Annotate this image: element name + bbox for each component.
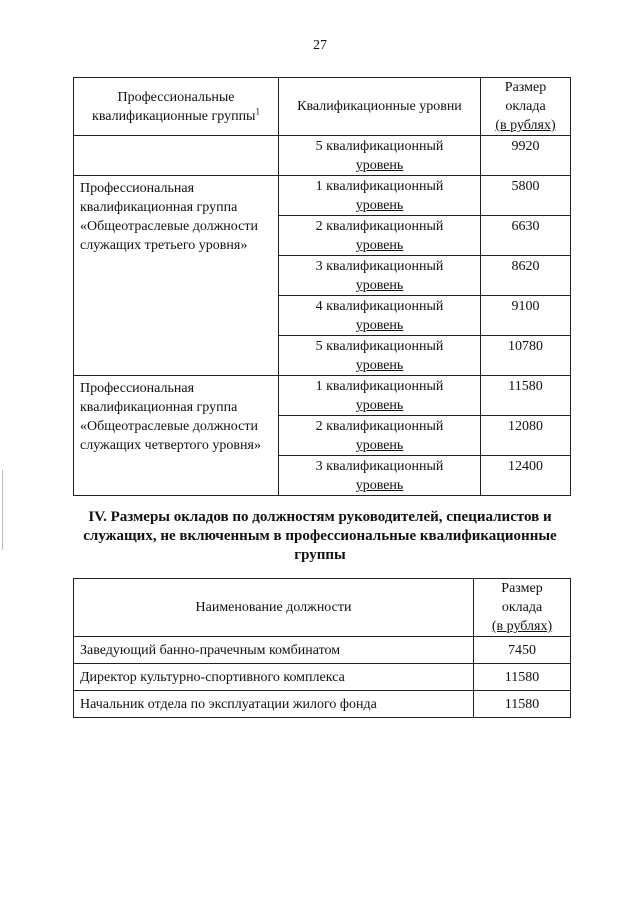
- amount-cell: 5800: [481, 176, 571, 216]
- table-row: [74, 664, 571, 691]
- table-row: [74, 691, 571, 718]
- footnote-marker: 1: [255, 105, 260, 116]
- amount-cell: 11580: [481, 376, 571, 416]
- page-number: 27: [313, 38, 327, 53]
- amount-cell: 12080: [481, 416, 571, 456]
- position-name-cell: Начальник отдела по эксплуатации жилого фонда: [74, 691, 474, 718]
- section-heading: IV. Размеры окладов по должностям руководителей, специалистов и служащих, не включенным в профессиональные квалификационные группы: [83, 509, 557, 563]
- amount-cell: 12400: [481, 456, 571, 496]
- salary-table-positions: [73, 578, 571, 718]
- level-cell: 3 квалификационный уровень: [279, 456, 481, 496]
- header-salary: Размер оклада (в рублях): [481, 78, 571, 136]
- position-name-cell: Директор культурно-спортивного комплекса: [74, 664, 474, 691]
- scan-edge-line: [2, 470, 3, 550]
- level-cell: 2 квалификационный уровень: [279, 416, 481, 456]
- amount-cell: 6630: [481, 216, 571, 256]
- level-cell: 5 квалификационный уровень: [279, 336, 481, 376]
- header-position-name: Наименование должности: [74, 579, 474, 637]
- level-cell: 5 квалификационный уровень: [279, 136, 481, 176]
- level-cell: 4 квалификационный уровень: [279, 296, 481, 336]
- table-row: [74, 376, 571, 416]
- group-cell: Профессиональная квалификационная группа «Общеотраслевые должности служащих третьего уровня»: [74, 176, 279, 376]
- header-level: Квалификационные уровни: [279, 78, 481, 136]
- salary-table-qualification-groups: [73, 77, 571, 496]
- amount-cell: 9100: [481, 296, 571, 336]
- table-row: [74, 136, 571, 176]
- table-row: [74, 176, 571, 216]
- amount-cell: 8620: [481, 256, 571, 296]
- position-name-cell: Заведующий банно-прачечным комбинатом: [74, 637, 474, 664]
- level-cell: 1 квалификационный уровень: [279, 176, 481, 216]
- amount-cell: 11580: [474, 664, 571, 691]
- table-header-row: [74, 579, 571, 637]
- table-header-row: [74, 78, 571, 136]
- amount-cell: 7450: [474, 637, 571, 664]
- amount-cell: 10780: [481, 336, 571, 376]
- group-cell: Профессиональная квалификационная группа «Общеотраслевые должности служащих четвертого уровня»: [74, 376, 279, 496]
- level-cell: 3 квалификационный уровень: [279, 256, 481, 296]
- level-cell: 2 квалификационный уровень: [279, 216, 481, 256]
- amount-cell: 11580: [474, 691, 571, 718]
- group-cell-empty: [74, 136, 279, 176]
- level-cell: 1 квалификационный уровень: [279, 376, 481, 416]
- table-row: [74, 637, 571, 664]
- amount-cell: 9920: [481, 136, 571, 176]
- header-salary: Размер оклада (в рублях): [474, 579, 571, 637]
- header-group: Профессиональные квалификационные группы$^1$: [74, 78, 279, 136]
